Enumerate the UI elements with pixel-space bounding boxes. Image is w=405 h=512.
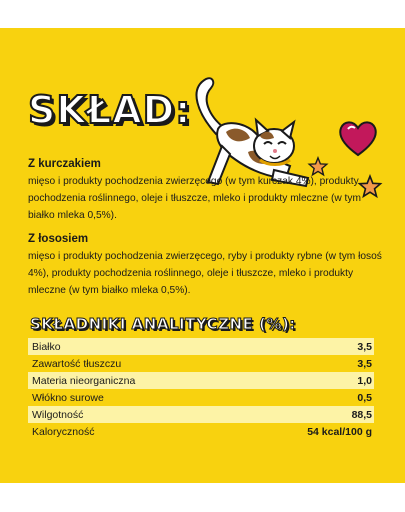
- row-label: Białko: [32, 340, 61, 353]
- row-value: 54 kcal/100 g: [307, 425, 372, 438]
- ingredients-chicken-body: mięso i produkty pochodzenia zwierzęcego (w tym kurczak 4%), produkty pochodzenia roślinnego, oleje i tłuszcze, mleko i produkty mleczne (w tym białko mleka 0,5%).: [28, 176, 361, 221]
- row-label: Wilgotność: [32, 408, 84, 421]
- row-value: 1,0: [357, 374, 372, 387]
- row-value: 3,5: [357, 357, 372, 370]
- row-label: Kaloryczność: [32, 425, 95, 438]
- ingredients-salmon: [28, 233, 388, 299]
- table-row: [28, 372, 374, 389]
- analytic-heading: SKŁADNIKI ANALITYCZNE (%):: [30, 315, 296, 333]
- analytic-table: [28, 338, 374, 440]
- table-row: [28, 338, 374, 355]
- ingredients-salmon-title: Z łososiem: [28, 233, 89, 245]
- ingredients-chicken-title: Z kurczakiem: [28, 158, 101, 170]
- row-value: 88,5: [351, 408, 372, 421]
- row-value: 0,5: [357, 391, 372, 404]
- heart-icon: [336, 118, 380, 158]
- row-label: Zawartość tłuszczu: [32, 357, 122, 370]
- row-value: 3,5: [357, 340, 372, 353]
- row-label: Materia nieorganiczna: [32, 374, 136, 387]
- ingredients-panel: [0, 28, 405, 483]
- table-row: [28, 355, 374, 372]
- ingredients-salmon-body: mięso i produkty pochodzenia zwierzęcego, ryby i produkty rybne (w tym łosoś 4%), produkty pochodzenia roślinnego, oleje i tłuszcze, mleko i produkty mleczne (w tym białko mleka 0,5%).: [28, 251, 382, 296]
- ingredients-chicken: [28, 158, 388, 224]
- table-row: [28, 389, 374, 406]
- table-row: [28, 423, 374, 440]
- row-label: Włókno surowe: [32, 391, 104, 404]
- composition-heading: SKŁAD:: [28, 88, 192, 132]
- table-row: [28, 406, 374, 423]
